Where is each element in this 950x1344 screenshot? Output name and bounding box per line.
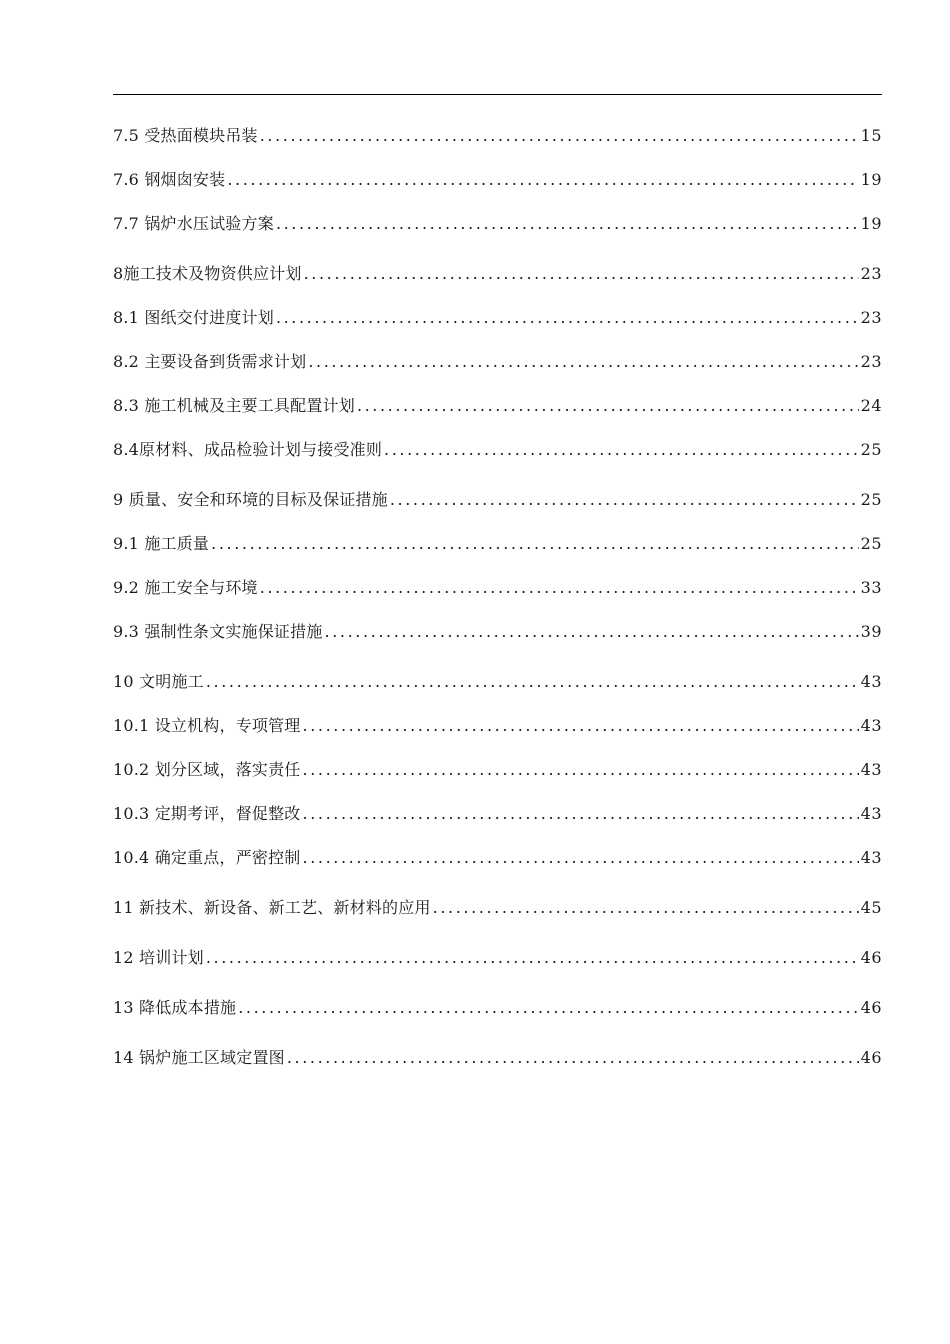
- toc-dot-leader: [308, 352, 858, 372]
- toc-entry-title: 9.2 施工安全与环境: [113, 578, 258, 597]
- toc-dot-leader: [304, 264, 859, 284]
- toc-entry[interactable]: [113, 304, 882, 328]
- toc-entry[interactable]: [113, 618, 882, 642]
- toc-page-number: 25: [860, 440, 882, 459]
- toc-dot-leader: [303, 760, 859, 780]
- toc-dot-leader: [211, 534, 859, 554]
- toc-entry-title: 14 锅炉施工区域定置图: [113, 1048, 285, 1067]
- toc-dot-leader: [303, 848, 859, 868]
- toc-page-number: 43: [860, 716, 882, 735]
- toc-page-number: 43: [860, 760, 882, 779]
- toc-entry-title: 9.1 施工质量: [113, 534, 210, 553]
- toc-entry[interactable]: [113, 894, 882, 918]
- toc-entry[interactable]: [113, 994, 882, 1018]
- toc-page-number: 23: [860, 352, 882, 371]
- toc-entry-title: 12 培训计划: [113, 948, 204, 967]
- toc-dot-leader: [238, 998, 858, 1018]
- toc-page-number: 19: [860, 214, 882, 233]
- toc-entry-title: 10.1 设立机构，专项管理: [113, 716, 301, 735]
- toc-entry-title: 7.6 钢烟囱安装: [113, 170, 226, 189]
- toc-dot-leader: [260, 578, 859, 598]
- toc-entry-title: 7.5 受热面模块吊装: [113, 126, 258, 145]
- toc-dot-leader: [303, 804, 859, 824]
- toc-entry[interactable]: [113, 530, 882, 554]
- toc-dot-leader: [303, 716, 859, 736]
- toc-entry[interactable]: [113, 122, 882, 146]
- toc-entry-title: 8施工技术及物资供应计划: [113, 264, 302, 283]
- toc-entry-title: 8.4原材料、成品检验计划与接受准则: [113, 440, 383, 459]
- toc-entry[interactable]: [113, 210, 882, 234]
- toc-entry[interactable]: [113, 756, 882, 780]
- toc-dot-leader: [384, 440, 859, 460]
- toc-page-number: 24: [860, 396, 882, 415]
- toc-entry[interactable]: [113, 800, 882, 824]
- toc-entry-title: 9 质量、安全和环境的目标及保证措施: [113, 490, 388, 509]
- toc-page-number: 43: [860, 672, 882, 691]
- toc-entry[interactable]: [113, 844, 882, 868]
- toc-page-number: 15: [860, 126, 882, 145]
- toc-entry-title: 13 降低成本措施: [113, 998, 237, 1017]
- toc-entry[interactable]: [113, 260, 882, 284]
- toc-dot-leader: [276, 308, 859, 328]
- toc-page-number: 33: [860, 578, 882, 597]
- toc-page-number: 43: [860, 848, 882, 867]
- toc-entry[interactable]: [113, 392, 882, 416]
- toc-page-number: 45: [860, 898, 882, 917]
- toc-entry-title: 7.7 锅炉水压试验方案: [113, 214, 274, 233]
- toc-entry-title: 10.4 确定重点，严密控制: [113, 848, 301, 867]
- toc-page-number: 46: [860, 948, 882, 967]
- toc-entry-title: 10.2 划分区域，落实责任: [113, 760, 301, 779]
- toc-entry-title: 8.3 施工机械及主要工具配置计划: [113, 396, 355, 415]
- toc-dot-leader: [206, 672, 859, 692]
- toc-entry[interactable]: [113, 166, 882, 190]
- toc-page-number: 46: [860, 998, 882, 1017]
- toc-dot-leader: [357, 396, 859, 416]
- header-rule: [113, 94, 882, 95]
- toc-entry[interactable]: [113, 436, 882, 460]
- toc-page-number: 39: [860, 622, 882, 641]
- toc-entry-title: 10.3 定期考评，督促整改: [113, 804, 301, 823]
- toc-entry-title: 10 文明施工: [113, 672, 204, 691]
- toc-entry-title: 8.1 图纸交付进度计划: [113, 308, 274, 327]
- toc-entry-title: 8.2 主要设备到货需求计划: [113, 352, 307, 371]
- toc-dot-leader: [390, 490, 859, 510]
- toc-page-number: 25: [860, 490, 882, 509]
- toc-dot-leader: [276, 214, 859, 234]
- toc-page-number: 46: [860, 1048, 882, 1067]
- toc-dot-leader: [433, 898, 859, 918]
- toc-dot-leader: [287, 1048, 859, 1068]
- toc-dot-leader: [260, 126, 859, 146]
- toc-entry-title: 9.3 强制性条文实施保证措施: [113, 622, 323, 641]
- toc-page-number: 19: [860, 170, 882, 189]
- toc-entry-title: 11 新技术、新设备、新工艺、新材料的应用: [113, 898, 431, 917]
- toc-dot-leader: [206, 948, 859, 968]
- toc-page-number: 43: [860, 804, 882, 823]
- toc-page-number: 23: [860, 308, 882, 327]
- toc-entry[interactable]: [113, 486, 882, 510]
- toc-entry[interactable]: [113, 944, 882, 968]
- toc-dot-leader: [227, 170, 858, 190]
- toc-entry[interactable]: [113, 348, 882, 372]
- toc-entry[interactable]: [113, 712, 882, 736]
- toc-entry[interactable]: [113, 574, 882, 598]
- toc-entry[interactable]: [113, 668, 882, 692]
- toc-page-number: 25: [860, 534, 882, 553]
- toc-dot-leader: [325, 622, 859, 642]
- toc-entry[interactable]: [113, 1044, 882, 1068]
- toc-page-number: 23: [860, 264, 882, 283]
